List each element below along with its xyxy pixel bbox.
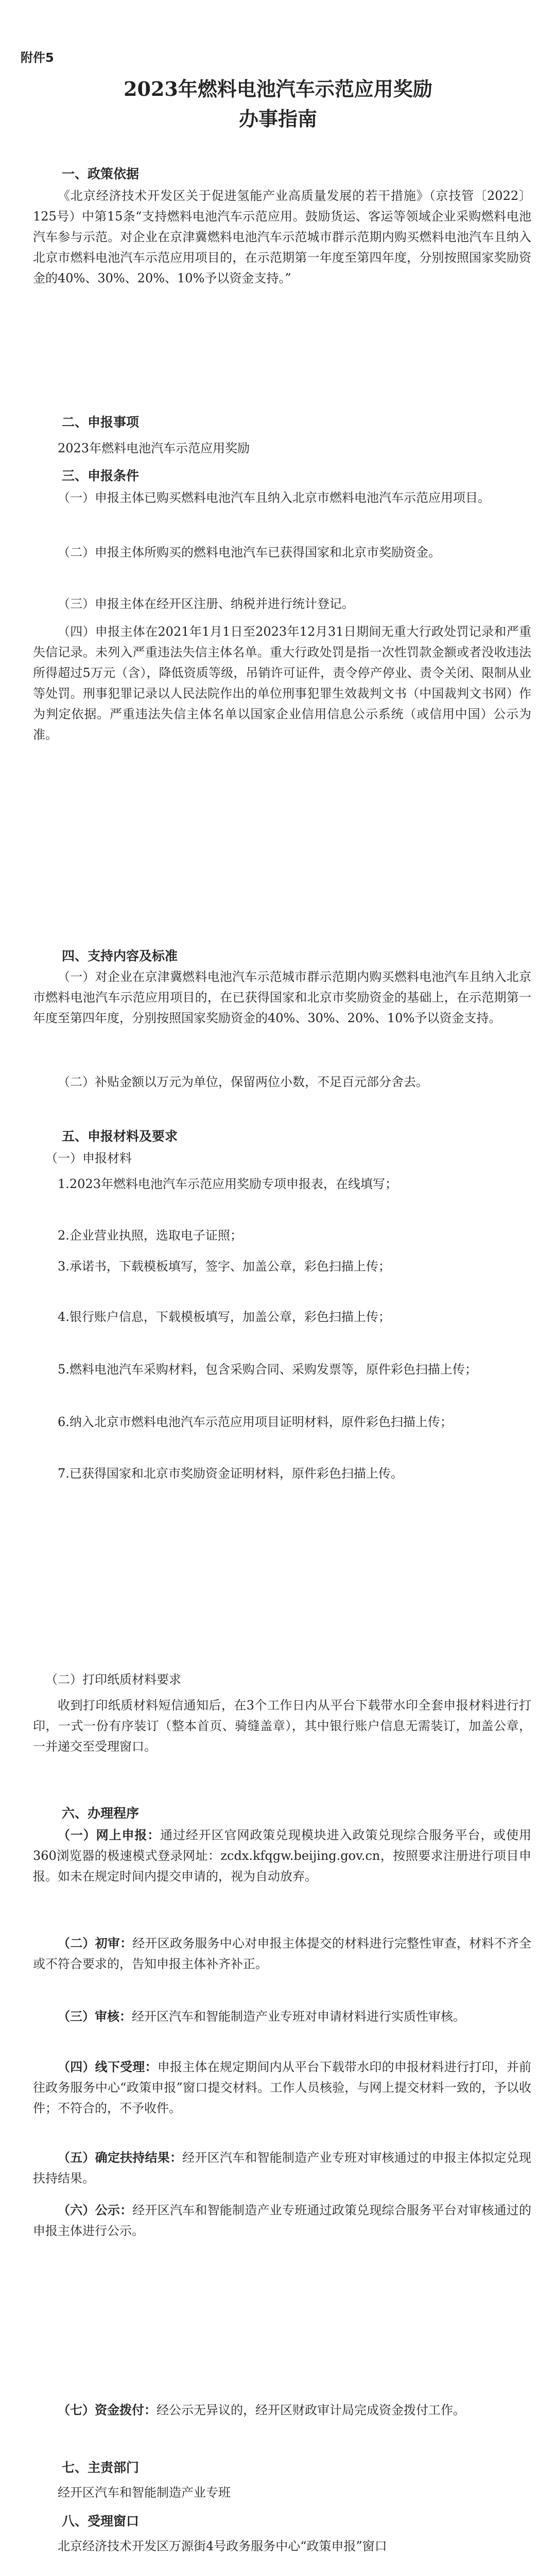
procedure-step-3 <box>0 2006 556 2027</box>
procedure-step-6 <box>0 2200 556 2241</box>
title-line-2: 办事指南 <box>238 107 317 130</box>
procedure-step-1-label: （一）网上申报： <box>58 1827 161 1842</box>
procedure-step-2 <box>0 1933 556 1974</box>
material-7: 7.已获得国家和北京市奖励资金证明材料，原件彩色扫描上传。 <box>58 1466 403 1481</box>
section-3-item-3: （三）申报主体在经开区注册、纳税并进行统计登记。 <box>58 597 354 611</box>
section-4-item-1: （一）对企业在京津冀燃料电池汽车示范城市群示范期内购买燃料电池汽车且纳入北京市燃料电池汽车示范应用项目的，在已获得国家和北京市奖励资金的基础上，在示范期第一年度至第四年度，分别按照国家奖励资金的40%、30%、20%、10%予以资金支持。 <box>33 970 531 1025</box>
procedure-step-5-text: 经开区汽车和智能制造产业专班对审核通过的申报主体拟定兑现扶持结果。 <box>33 2150 532 2185</box>
procedure-step-6-text: 经开区汽车和智能制造产业专班通过政策兑现综合服务平台对审核通过的申报主体进行公示。 <box>33 2203 531 2238</box>
material-2: 2.企业营业执照，选取电子证照； <box>58 1228 242 1243</box>
material-3: 3.承诺书，下载模板填写，签字、加盖公章，彩色扫描上传； <box>58 1259 391 1274</box>
procedure-step-5 <box>0 2147 556 2189</box>
section-1-text: 《北京经济技术开发区关于促进氢能产业高质量发展的若干措施》（京技管〔2022〕125号）中第15条“支持燃料电池汽车示范应用。鼓励货运、客运等领域企业采购燃料电池汽车参与示范。对企业在京津冀燃料电池汽车示范城市群示范期内购买燃料电池汽车且纳入北京市燃料电池汽车示范应用项目的，在示范期第一年度至第四年度，分别按照国家奖励资金的40%、30%、20%、10%予以资金支持。” <box>33 189 531 285</box>
material-1: 1.2023年燃料电池汽车示范应用奖励专项申报表，在线填写； <box>58 1177 397 1191</box>
procedure-step-3-label: （三）审核： <box>58 2009 132 2024</box>
procedure-step-7-label: （七）资金拨付： <box>58 2402 157 2417</box>
section-8-text: 北京经济技术开发区万源街4号政务服务中心“政策申报”窗口 <box>58 2539 387 2553</box>
procedure-step-7 <box>0 2400 556 2420</box>
procedure-step-2-label: （二）初审： <box>58 1936 133 1951</box>
section-3-item-1: （一）申报主体已购买燃料电池汽车且纳入北京市燃料电池汽车示范应用项目。 <box>58 490 490 505</box>
procedure-step-4 <box>0 2057 556 2119</box>
section-5-sub-2: （二）打印纸质材料要求 <box>45 1672 181 1687</box>
section-heading-3: 三、申报条件 <box>62 468 140 483</box>
section-7-text: 经开区汽车和智能制造产业专班 <box>58 2485 231 2500</box>
procedure-step-7-text: 经公示无异议的，经开区财政审计局完成资金拨付工作。 <box>157 2403 465 2417</box>
section-heading-8: 八、受理窗口 <box>62 2514 140 2529</box>
print-requirements: 收到打印纸质材料短信通知后，在3个工作日内从平台下载带水印全套申报材料进行打印，一式一份有序装订（整本首页、骑缝盖章），其中银行账户信息无需装订，加盖公章，一并递交至受理窗口。 <box>33 1698 531 1754</box>
section-heading-2: 二、申报事项 <box>62 415 140 430</box>
section-2-text: 2023年燃料电池汽车示范应用奖励 <box>58 441 250 455</box>
procedure-step-6-label: （六）公示： <box>58 2202 133 2217</box>
procedure-step-1 <box>0 1825 556 1887</box>
procedure-step-4-label: （四）线下受理： <box>58 2059 158 2074</box>
material-5: 5.燃料电池汽车采购材料，包含采购合同、采购发票等，原件彩色扫描上传； <box>58 1362 477 1377</box>
section-heading-7: 七、主责部门 <box>62 2460 140 2475</box>
section-5-sub-1: （一）申报材料 <box>45 1151 132 1165</box>
procedure-step-5-label: （五）确定扶持结果： <box>58 2150 183 2165</box>
material-6: 6.纳入北京市燃料电池汽车示范应用项目证明材料，原件彩色扫描上传； <box>58 1415 453 1429</box>
section-3-item-4: （四）申报主体在2021年1月1日至2023年12月31日期间无重大行政处罚记录和严重失信记录。未列入严重违法失信主体名单。重大行政处罚是指一次性罚款金额或者没收违法所得超过5万元（含），降低资质等级，吊销许可证件，责令停产停业、责令关闭、限制从业等处罚。刑事犯罪记录以人民法院作出的单位刑事犯罪生效裁判文书（中国裁判文书网）作为判定依据。严重违法失信主体名单以国家企业信用信息公示系统（或信用中国）公示为准。 <box>33 624 531 742</box>
material-4: 4.银行账户信息，下载模板填写，加盖公章，彩色扫描上传； <box>58 1310 391 1324</box>
section-heading-1: 一、政策依据 <box>62 166 140 181</box>
section-heading-5: 五、申报材料及要求 <box>62 1129 178 1144</box>
section-heading-6: 六、办理程序 <box>62 1806 140 1821</box>
procedure-step-3-text: 经开区汽车和智能制造产业专班对申请材料进行实质性审核。 <box>132 2009 465 2024</box>
section-heading-4: 四、支持内容及标准 <box>62 948 178 963</box>
procedure-step-1-text: 通过经开区官网政策兑现模块进入政策兑现综合服务平台，或使用360浏览器的极速模式登录网址：zcdx.kfqgw.beijing.gov.cn，按照要求注册进行项目申报。如未在规定时间内提交申请的，视为自动放弃。 <box>33 1828 532 1884</box>
procedure-step-2-text: 经开区政务服务中心对申报主体提交的材料进行完整性审查，材料不齐全或不符合要求的，告知申报主体补齐补正。 <box>33 1936 531 1971</box>
procedure-step-4-text: 申报主体在规定期间内从平台下载带水印的申报材料进行打印，并前往政务服务中心“政策申报”窗口提交材料。工作人员核验，与网上提交材料一致的，予以收件；不符合的，不予收件。 <box>33 2060 532 2115</box>
section-3-item-2: （二）申报主体所购买的燃料电池汽车已获得国家和北京市奖励资金。 <box>58 545 441 560</box>
annex-label: 附件5 <box>21 50 54 65</box>
section-4-item-2: （二）补贴金额以万元为单位，保留两位小数，不足百元部分舍去。 <box>58 1075 428 1089</box>
title-line-1: 2023年燃料电池汽车示范应用奖励 <box>124 77 432 100</box>
